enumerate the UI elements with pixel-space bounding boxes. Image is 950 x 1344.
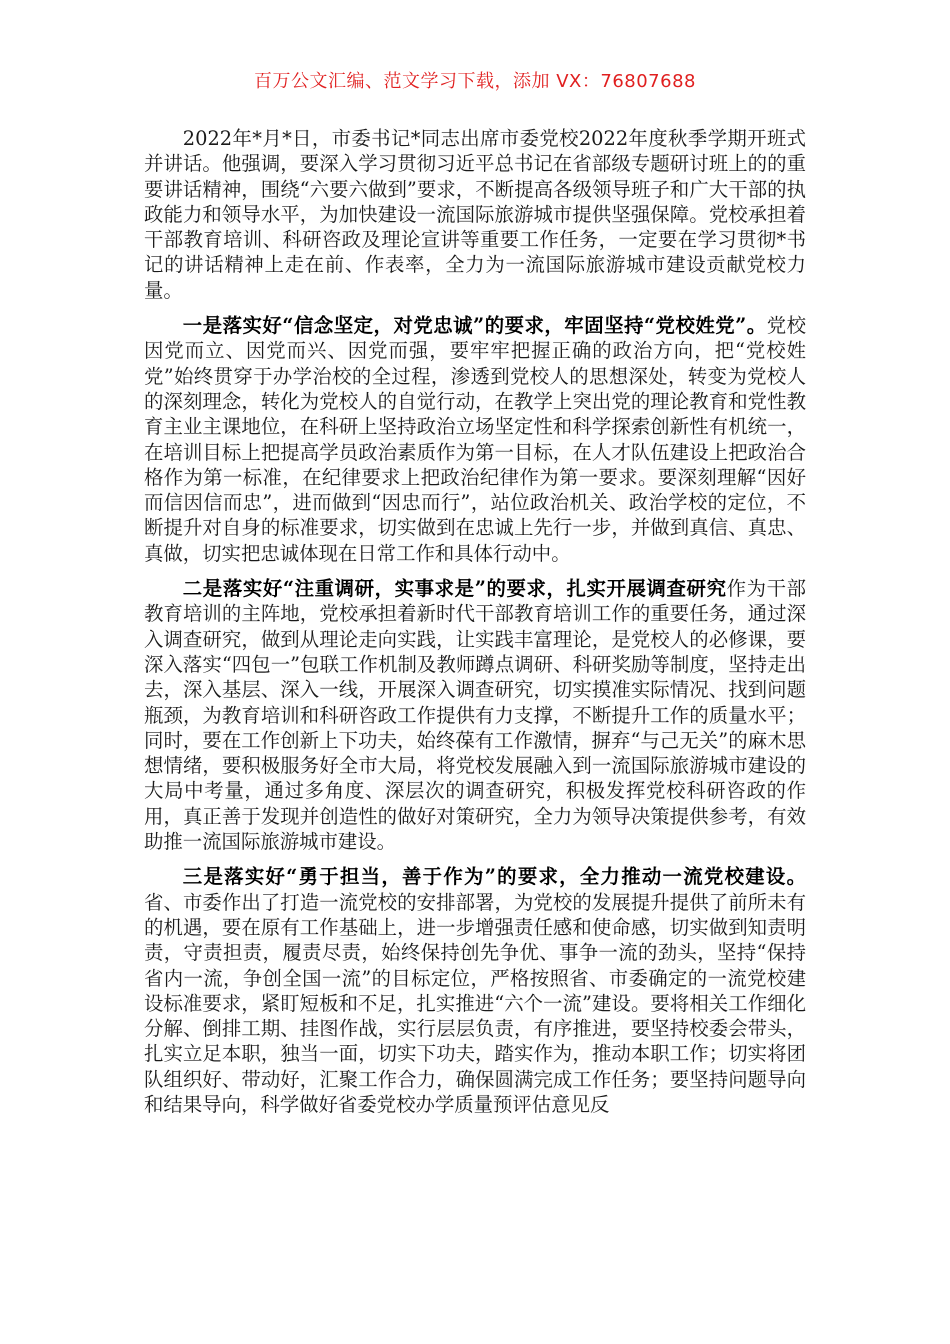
paragraph-point-three-lead: 三是落实好“勇于担当，善于作为”的要求，全力推动一流党校建设。 [182, 865, 806, 889]
paragraph-point-two-lead: 二是落实好“注重调研，实事求是”的要求，扎实开展调查研究 [182, 577, 727, 601]
paragraph-point-two-text: 作为干部教育培训的主阵地，党校承担着新时代干部教育培训工作的重要任务，通过深入调查研究，做到从理论走向实践，让实践丰富理论，是党校人的必修课，要深入落实“四包一”包联工作机制及教师蹲点调研、科研奖励等制度，坚持走出去，深入基层、深入一线，开展深入调查研究，切实摸准实际情况、找到问题瓶颈，为教育培训和科研咨政工作提供有力支撑，不断提升工作的质量水平；同时，要在工作创新上下功夫，始终葆有工作激情，摒弃“与己无关”的麻木思想情绪，要积极服务好全市大局，将党校发展融入到一流国际旅游城市建设的大局中考量，通过多角度、深层次的调查研究，积极发挥党校科研咨政的作用，真正善于发现并创造性的做好对策研究，全力为领导决策提供参考，有效助推一流国际旅游城市建设。 [144, 577, 806, 854]
paragraph-point-one-lead: 一是落实好“信念坚定，对党忠诚”的要求，牢固坚持“党校姓党”。 [182, 314, 767, 338]
article-body [144, 126, 806, 1127]
paragraph-point-three-text: 省、市委作出了打造一流党校的安排部署，为党校的发展提升提供了前所未有的机遇，要在原有工作基础上，进一步增强责任感和使命感，切实做到知责明责，守责担责，履责尽责，始终保持创先争优、事争一流的劲头，坚持“保持省内一流，争创全国一流”的目标定位，严格按照省、市委确定的一流党校建设标准要求，紧盯短板和不足，扎实推进“六个一流”建设。要将相关工作细化分解、倒排工期、挂图作战，实行层层负责，有序推进，要坚持校委会带头，扎实立足本职，独当一面，切实下功夫，踏实作为，推动本职工作；切实将团队组织好、带动好，汇聚工作合力，确保圆满完成工作任务；要坚持问题导向和结果导向，科学做好省委党校办学质量预评估意见反 [144, 890, 806, 1116]
paragraph-intro [144, 126, 806, 303]
paragraph-point-one-text: 党校因党而立、因党而兴、因党而强，要牢牢把握正确的政治方向，把“党校姓党”始终贯穿于办学治校的全过程，渗透到党校人的思想深处，转变为党校人的深刻理念，转化为党校人的自觉行动，在教学上突出党的理论教育和党性教育主业主课地位，在科研上坚持政治立场坚定性和科学探索创新性有机统一，在培训目标上把提高学员政治素质作为第一目标，在人才队伍建设上把政治合格作为第一标准，在纪律要求上把政治纪律作为第一要求。要深刻理解“因好而信因信而忠”，进而做到“因忠而行”，站位政治机关、政治学校的定位，不断提升对自身的标准要求，切实做到在忠诚上先行一步，并做到真信、真忠、真做，切实把忠诚体现在日常工作和具体行动中。 [144, 314, 806, 565]
paragraph-point-two [144, 576, 806, 854]
paragraph-point-three [144, 864, 806, 1117]
download-banner: 百万公文汇编、范文学习下载，添加 VX：76807688 [254, 71, 696, 92]
paragraph-point-one [144, 313, 806, 566]
paragraph-intro-text: 2022年*月*日，市委书记*同志出席市委党校2022年度秋季学期开班式并讲话。他强调，要深入学习贯彻习近平总书记在省部级专题研讨班上的的重要讲话精神，围绕“六要六做到”要求，不断提高各级领导班子和广大干部的执政能力和领导水平，为加快建设一流国际旅游城市提供坚强保障。党校承担着干部教育培训、科研咨政及理论宣讲等重要工作任务，一定要在学习贯彻*书记的讲话精神上走在前、作表率，全力为一流国际旅游城市建设贡献党校力量。 [144, 127, 806, 302]
